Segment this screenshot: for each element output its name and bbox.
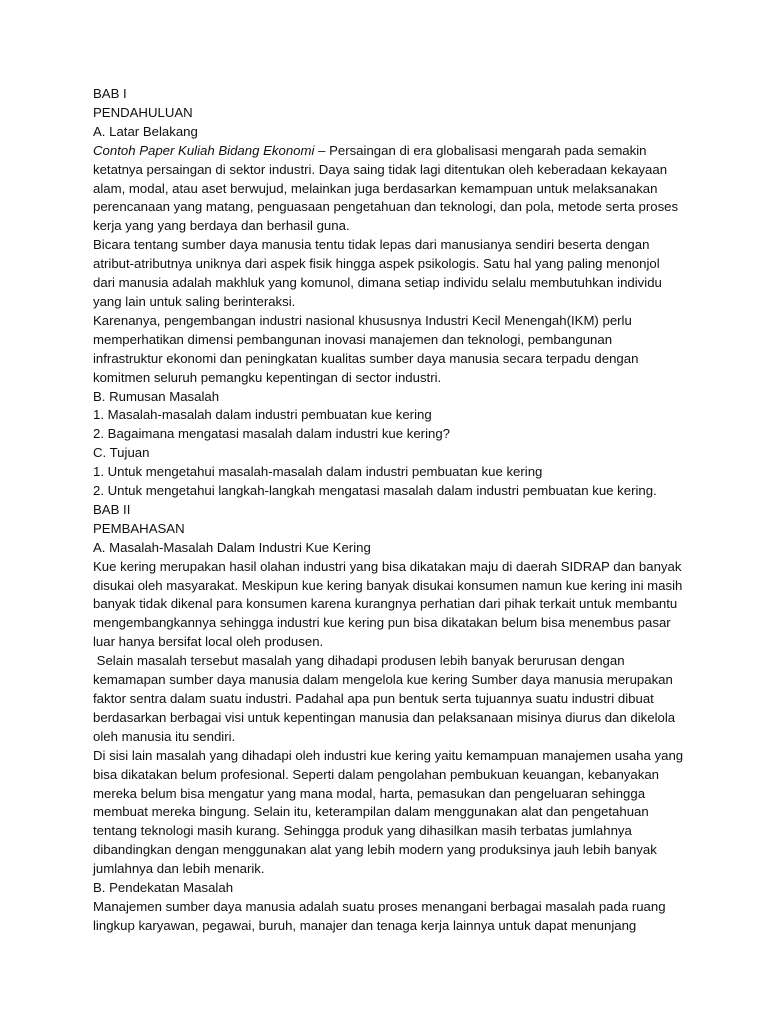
section-tujuan-heading: C. Tujuan bbox=[93, 445, 150, 461]
paragraph-4-line: Kue kering merupakan hasil olahan industri yang bisa dikatakan maju di daerah SIDRAP dan banyak bbox=[93, 558, 682, 574]
tujuan-list-item: 1. Untuk mengetahui masalah-masalah dalam industri pembuatan kue kering bbox=[93, 464, 543, 480]
paragraph-6-line: membuat mereka bingung. Selain itu, keterampilan dalam menggunakan alat dan pengetahuan bbox=[93, 804, 649, 820]
paragraph-2-line: dari manusia adalah makhluk yang komunol, dimana setiap individu selalu membutuhkan individu bbox=[93, 275, 662, 291]
paragraph-1-line: kerja yang yang berdaya dan berhasil guna. bbox=[93, 218, 350, 234]
section-latar-belakang-heading: A. Latar Belakang bbox=[93, 123, 198, 139]
tujuan-list-item: 2. Untuk mengetahui langkah-langkah mengatasi masalah dalam industri pembuatan kue kering. bbox=[93, 483, 657, 499]
paragraph-4-line: mengembangkannya sehingga industri kue kering pun bisa dikatakan belum bisa menembus pasar bbox=[93, 615, 671, 631]
paragraph-6-line: jumlahnya dan lebih menarik. bbox=[93, 861, 265, 877]
chapter-1-label: BAB I bbox=[93, 86, 127, 101]
paragraph-7-line: lingkup karyawan, pegawai, buruh, manajer dan tenaga kerja lainnya untuk dapat menunjang bbox=[93, 917, 637, 933]
chapter-2-label: BAB II bbox=[93, 501, 131, 517]
rumusan-list-item: 1. Masalah-masalah dalam industri pembuatan kue kering bbox=[93, 407, 432, 423]
paragraph-4-line: luar hanya bersifat local oleh produsen. bbox=[93, 634, 324, 650]
paragraph-4-line: disukai oleh masyarakat. Meskipun kue kering banyak disukai konsumen namun kue kering ini masih bbox=[93, 577, 683, 593]
paragraph-2-line: atribut-atributnya uniknya dari aspek fisik hingga aspek psikologis. Satu hal yang paling menonjol bbox=[93, 256, 660, 272]
paragraph-5-line: faktor sentra dalam suatu industri. Padahal apa pun bentuk serta tujuannya suatu industri dibuat bbox=[93, 691, 654, 706]
section-pendekatan-heading: B. Pendekatan Masalah bbox=[93, 880, 234, 896]
paragraph-5-line: berdasarkan berbagai visi untuk kepentingan manusia dan pelaksanaan misinya diurus dan dikelola bbox=[93, 709, 676, 725]
document-page bbox=[93, 85, 683, 936]
paragraph-6-line: bisa dikatakan belum profesional. Seperti dalam pengolahan pembukuan keuangan, kebanyakan bbox=[93, 766, 659, 782]
paragraph-1-italic-title: Contoh Paper Kuliah Bidang Ekonomi bbox=[93, 142, 315, 158]
paragraph-7-line: Manajemen sumber daya manusia adalah suatu proses menangani berbagai masalah pada ruang bbox=[93, 898, 666, 914]
paragraph-3-line: memperhatikan dimensi pembangunan inovasi manajemen dan teknologi, pembangunan bbox=[93, 331, 613, 347]
paragraph-1-line: perencanaan yang matang, penguasaan pengetahuan dan teknologi, dan pola, metode serta proses bbox=[93, 199, 679, 215]
paragraph-4-line: banyak tidak dikenal para konsumen karena kurangnya perhatian dari pihak terkait untuk membantu bbox=[93, 596, 678, 612]
section-rumusan-masalah-heading: B. Rumusan Masalah bbox=[93, 388, 220, 404]
paragraph-6-line: tentang teknologi masih kurang. Sehingga produk yang dihasilkan masih terbatas jumlahnya bbox=[93, 823, 632, 839]
chapter-1-title: PENDAHULUAN bbox=[93, 104, 193, 120]
paragraph-6-line: Di sisi lain masalah yang dihadapi oleh industri kue kering yaitu kemampuan manajemen usaha yang bbox=[93, 747, 684, 763]
paragraph-1-lead: – Persaingan di era globalisasi mengarah pada semakin bbox=[314, 142, 647, 158]
paragraph-3-line: Karenanya, pengembangan industri nasional khususnya Industri Kecil Menengah(IKM) perlu bbox=[93, 312, 632, 328]
paragraph-5-line: kemamapan sumber daya manusia dalam mengelola kue kering Sumber daya manusia merupakan bbox=[93, 672, 673, 688]
chapter-2-title: PEMBAHASAN bbox=[93, 520, 185, 536]
paragraph-6-line: mereka belum bisa mengatur yang mana modal, harta, pemasukan dan pengeluaran sehingga bbox=[93, 785, 646, 801]
paragraph-3-line: komitmen seluruh pemangku kepentingan di sector industri. bbox=[93, 369, 442, 385]
rumusan-list-item: 2. Bagaimana mengatasi masalah dalam industri kue kering? bbox=[93, 426, 450, 442]
paragraph-5-line: oleh manusia itu sendiri. bbox=[93, 728, 236, 744]
paragraph-2-line: Bicara tentang sumber daya manusia tentu tidak lepas dari manusianya sendiri beserta dengan bbox=[93, 237, 650, 253]
paragraph-3-line: infrastruktur ekonomi dan peningkatan kualitas sumber daya manusia secara terpadu dengan bbox=[93, 350, 639, 366]
section-masalah-heading: A. Masalah-Masalah Dalam Industri Kue Kering bbox=[93, 539, 371, 555]
paragraph-1-first-line bbox=[93, 142, 683, 161]
paragraph-1-line: alam, modal, atau aset berwujud, melainkan juga berdasarkan kemampuan untuk melaksanakan bbox=[93, 180, 658, 196]
paragraph-5-line: Selain masalah tersebut masalah yang dihadapi produsen lebih banyak berurusan dengan bbox=[93, 653, 625, 669]
paragraph-6-line: dibandingkan dengan menggunakan alat yang lebih modern yang produksinya jauh lebih banyak bbox=[93, 842, 657, 858]
paragraph-2-line: yang lain untuk saling berinteraksi. bbox=[93, 293, 296, 309]
paragraph-1-line: ketatnya persaingan di sektor industri. Daya saing tidak lagi ditentukan oleh keberadaan kekayaan bbox=[93, 161, 668, 177]
